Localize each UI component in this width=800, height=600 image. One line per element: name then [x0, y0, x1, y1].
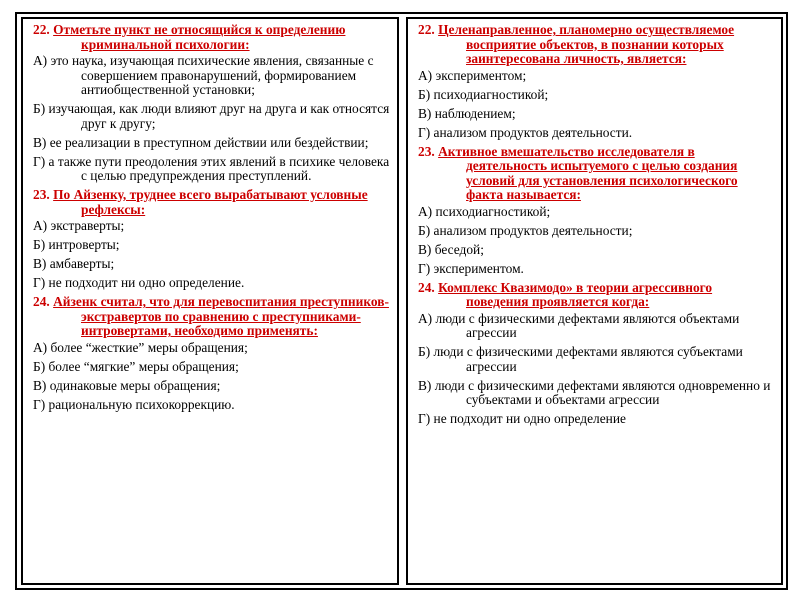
answer-a: А) люди с физическими дефектами являются объектами агрессии [418, 310, 740, 340]
answer-d: Г) экспериментом. [418, 260, 524, 276]
answer-b: Б) люди с физическими дефектами являются субъектами агрессии [418, 344, 743, 374]
answer-d: Г) а также пути преодоления этих явлений в психике человека с целью предупреждения преступлений. [33, 153, 390, 183]
right-column [406, 17, 783, 585]
answer-c: В) амбаверты; [33, 256, 115, 271]
slide-frame [15, 12, 788, 590]
answer-b: Б) психодиагностикой; [418, 86, 549, 102]
question-number: 22. [418, 22, 435, 37]
answer-d: Г) не подходит ни одно определение [418, 411, 626, 426]
answer-c: В) беседой; [418, 241, 484, 257]
answer-d: Г) рациональную психокоррекцию. [33, 396, 235, 412]
left-column [21, 17, 399, 585]
answer-a: А) экстраверты; [33, 218, 125, 233]
answer-c: В) наблюдением; [418, 105, 516, 121]
answer-b: Б) анализом продуктов деятельности; [418, 222, 633, 238]
question-24-left [33, 295, 391, 339]
answer-c: В) одинаковые меры обращения; [33, 377, 221, 393]
question-22-right [418, 23, 775, 67]
answer-b: Б) интроверты; [33, 237, 120, 252]
question-number: 22. [33, 22, 50, 37]
question-number: 23. [418, 143, 435, 159]
question-24-right [418, 281, 775, 310]
answer-a: А) это наука, изучающая психические явления, связанные с совершением правонарушений, формированием антиобщественной установки; [33, 53, 374, 97]
question-number: 23. [33, 187, 50, 202]
question-text: По Айзенку, труднее всего вырабатывают условные рефлексы: [53, 187, 368, 217]
question-22-left [33, 23, 391, 52]
question-number: 24. [33, 294, 50, 309]
question-text: Активное вмешательство исследователя в деятельность испытуемого с целью создания условий для установления психологического факта называется: [438, 143, 738, 202]
answer-a: А) психодиагностикой; [418, 203, 551, 219]
question-text: Айзенк считал, что для перевоспитания преступников-экстравертов по сравнению с преступниками-интровертами, необходимо применять: [53, 294, 389, 338]
question-text: Отметьте пункт не относящийся к определению криминальной психологии: [53, 22, 346, 52]
question-text: Комплекс Квазимодо» в теории агрессивного поведения проявляется когда: [438, 279, 713, 309]
answer-d: Г) анализом продуктов деятельности. [418, 124, 633, 140]
answer-a: А) более “жесткие” меры обращения; [33, 339, 248, 355]
answer-c: В) люди с физическими дефектами являются одновременно и субъектами и объектами агрессии [418, 377, 771, 407]
answer-d: Г) не подходит ни одно определение. [33, 275, 245, 290]
answer-b: Б) изучающая, как люди влияют друг на друга и как относятся друг к другу; [33, 101, 390, 131]
question-23-right [418, 145, 775, 203]
answer-b: Б) более “мягкие” меры обращения; [33, 358, 239, 374]
answer-a: А) экспериментом; [418, 67, 527, 83]
answer-c: В) ее реализации в преступном действии или бездействии; [33, 134, 369, 150]
question-number: 24. [418, 279, 435, 295]
question-23-left [33, 188, 391, 217]
question-text: Целенаправленное, планомерно осуществляемое восприятие объектов, в познании которых заинтересована личность, является: [438, 22, 735, 66]
